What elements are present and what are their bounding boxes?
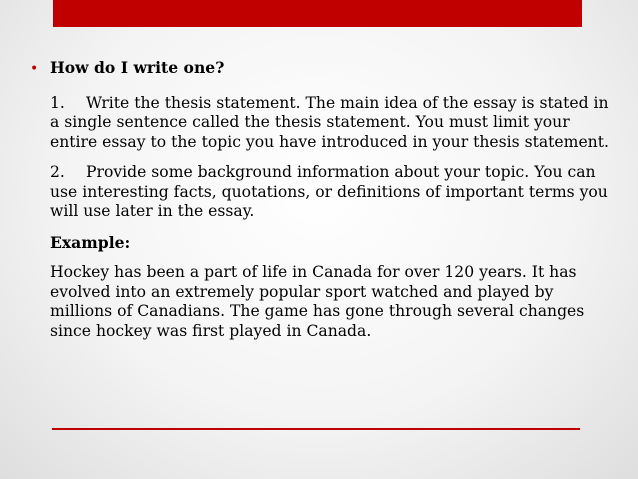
example-text: Hockey has been a part of life in Canada for over 120 years. It has evolved into an extremely popular sport watched and played by millions of Canadians. The game has gone through several changes since hockey was first played in Canada.: [50, 263, 585, 340]
step-1: [50, 94, 610, 153]
step-1-text: Write the thesis statement. The main idea of the essay is stated in a single sentence called the thesis statement. You must limit your entire essay to the topic you have introduced in your thesis statement.: [50, 93, 609, 151]
step-1-number: 1.: [50, 93, 65, 112]
example-label: Example:: [50, 232, 131, 252]
slide-heading: How do I write one?: [50, 58, 225, 77]
step-2: [50, 163, 610, 222]
bullet-icon: •: [30, 61, 39, 77]
step-2-number: 2.: [50, 163, 65, 181]
heading-row: [30, 58, 610, 80]
step-2-text: Provide some background information about your topic. You can use interesting facts, quotations, or definitions of important terms you will use later in the essay.: [50, 163, 608, 220]
slide-content: [30, 58, 610, 352]
top-accent-bar: [53, 0, 582, 27]
bottom-accent-line: [52, 428, 580, 430]
